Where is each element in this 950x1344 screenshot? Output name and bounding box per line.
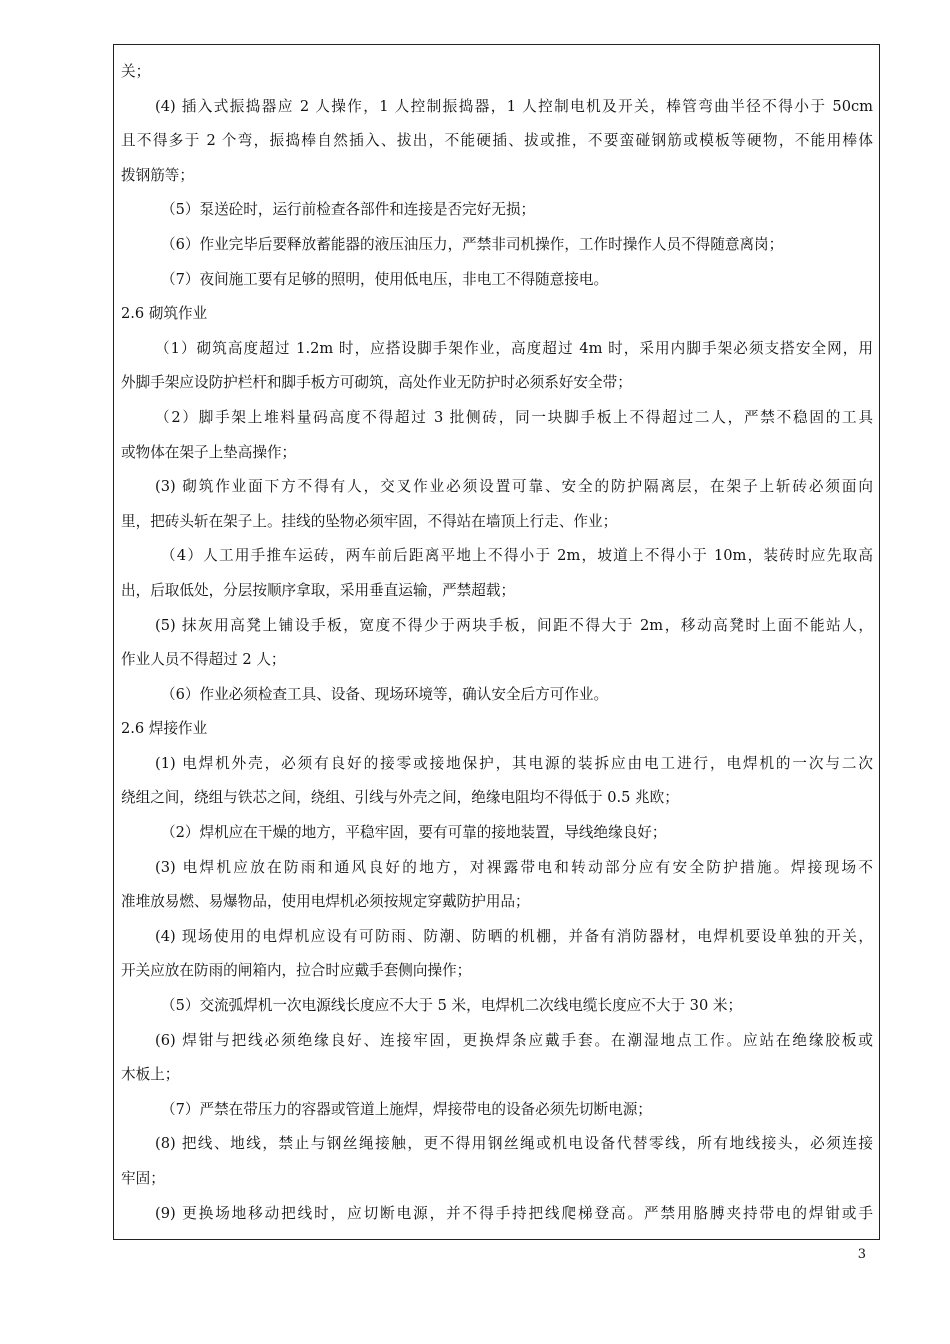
page-number: 3 bbox=[857, 1247, 866, 1262]
text-line: 外脚手架应设防护栏杆和脚手板方可砌筑，高处作业无防护时必须系好安全带； bbox=[121, 374, 632, 392]
text-line: (5) 抹灰用高凳上铺设手板，宽度不得少于两块手板，间距不得大于 2m，移动高凳时上面不能站人， bbox=[155, 616, 873, 634]
text-line: （1）砌筑高度超过 1.2m 时，应搭设脚手架作业，高度超过 4m 时，采用内脚手架必须支搭安全网，用 bbox=[155, 339, 873, 357]
text-line: (3) 砌筑作业面下方不得有人，交叉作业必须设置可靠、安全的防护隔离层，在架子上斩砖必须面向 bbox=[155, 478, 873, 496]
text-line: (8) 把线、地线，禁止与钢丝绳接触，更不得用钢丝绳或机电设备代替零线，所有地线接头，必须连接 bbox=[155, 1135, 873, 1153]
text-line: （4）人工用手推车运砖，两车前后距离平地上不得小于 2m，坡道上不得小于 10m，装砖时应先取高 bbox=[161, 547, 873, 565]
text-line: （2）焊机应在干燥的地方，平稳牢固，要有可靠的接地装置，导线绝缘良好； bbox=[161, 824, 667, 842]
text-line: 木板上； bbox=[121, 1066, 180, 1084]
text-line: (4) 现场使用的电焊机应设有可防雨、防潮、防晒的机棚，并备有消防器材，电焊机要设单独的开关， bbox=[155, 927, 873, 945]
section-heading: 2.6 砌筑作业 bbox=[121, 305, 208, 323]
text-line: 作业人员不得超过 2 人； bbox=[121, 651, 286, 669]
text-line: 且不得多于 2 个弯，振捣棒自然插入、拔出，不能硬插、拔或推，不要蛮碰钢筋或模板等硬物，不能用棒体 bbox=[121, 132, 873, 150]
text-line: 关； bbox=[121, 63, 151, 80]
text-line: (3) 电焊机应放在防雨和通风良好的地方，对裸露带电和转动部分应有安全防护措施。焊接现场不 bbox=[155, 858, 873, 876]
text-line: (1) 电焊机外壳，必须有良好的接零或接地保护，其电源的装拆应由电工进行，电焊机的一次与二次 bbox=[155, 754, 873, 772]
text-line: （5）泵送砼时，运行前检查各部件和连接是否完好无损； bbox=[161, 201, 536, 219]
text-line: （6）作业必须检查工具、设备、现场环境等，确认安全后方可作业。 bbox=[161, 685, 609, 703]
text-line: 里，把砖头斩在架子上。挂线的坠物必须牢固，不得站在墙顶上行走、作业； bbox=[121, 512, 618, 530]
text-line: （7）夜间施工要有足够的照明，使用低电压，非电工不得随意接电。 bbox=[161, 270, 609, 288]
text-line: 或物体在架子上垫高操作； bbox=[121, 443, 297, 461]
document-body bbox=[121, 55, 873, 1231]
text-line: （7）严禁在带压力的容器或管道上施焊，焊接带电的设备必须先切断电源； bbox=[161, 1100, 652, 1118]
text-line: 牢固； bbox=[121, 1170, 165, 1187]
text-line: 绕组之间，绕组与铁芯之间，绕组、引线与外壳之间，绝缘电阻均不得低于 0.5 兆欧； bbox=[121, 789, 679, 807]
text-line: （2）脚手架上堆料量码高度不得超过 3 批侧砖，同一块脚手板上不得超过二人，严禁不稳固的工具 bbox=[155, 408, 873, 426]
text-line: 出，后取低处，分层按顺序拿取，采用垂直运输，严禁超载； bbox=[121, 581, 516, 599]
text-line: 拨钢筋等； bbox=[121, 166, 194, 184]
text-line: （5）交流弧焊机一次电源线长度应不大于 5 米，电焊机二次线电缆长度应不大于 30 米； bbox=[161, 997, 743, 1015]
text-line: (4) 插入式振捣器应 2 人操作，1 人控制振捣器，1 人控制电机及开关，棒管弯曲半径不得小于 50cm bbox=[155, 97, 873, 115]
text-line: （6）作业完毕后要释放蓄能器的液压油压力，严禁非司机操作，工作时操作人员不得随意离岗； bbox=[161, 235, 784, 253]
text-line: 准堆放易燃、易爆物品，使用电焊机必须按规定穿戴防护用品； bbox=[121, 893, 530, 911]
text-line: 开关应放在防雨的闸箱内，拉合时应戴手套侧向操作； bbox=[121, 962, 472, 980]
text-line: (9) 更换场地移动把线时，应切断电源，并不得手持把线爬梯登高。严禁用胳膊夹持带电的焊钳或手 bbox=[155, 1204, 873, 1222]
text-line: (6) 焊钳与把线必须绝缘良好、连接牢固，更换焊条应戴手套。在潮湿地点工作。应站在绝缘胶板或 bbox=[155, 1031, 873, 1049]
section-heading: 2.6 焊接作业 bbox=[121, 720, 208, 738]
